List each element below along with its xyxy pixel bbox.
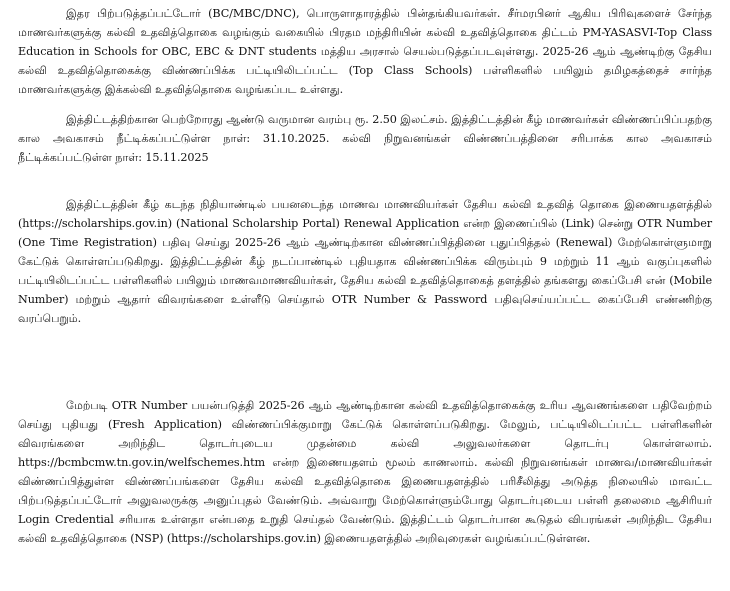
paragraph-scheme-intro: இதர பிற்படுத்தப்பட்டோர் (BC/MBC/DNC), பொருளாதாரத்தில் பின்தங்கியவர்கள். சீர்மரபினர் ஆகிய பிரிவுகளைச் சேர்ந்த மாணவர்களுக்கு கல்வி உதவித்தொகை வழங்கும் வகையில் பிரதம மந்திரியின் கல்வி உதவித்தொகை திட்டம் PM-YASASVI-Top Class Education in Schools for OBC, EBC & DNT students மத்திய அரசால் செயல்படுத்தப்படவுள்ளது. 2025-26 ஆம் ஆண்டிற்கு தேசிய கல்வி உதவித்தொகைக்கு விண்ணப்பிக்க பட்டியிலிடப்பட்ட (Top Class Schools) பள்ளிகளில் பயிலும் தமிழகத்தைச் சார்ந்த மாணவர்களுக்கு இக்கல்வி உதவித்தொகை வழங்கப்பட உள்ளது. — [18, 7, 712, 96]
paragraph-fresh-application: மேற்படி OTR Number பயன்படுத்தி 2025-26 ஆம் ஆண்டிற்கான கல்வி உதவித்தொகைக்கு உரிய ஆவணங்களை பதிவேற்றம் செய்து புதியது (Fresh Application) விண்ணப்பிக்குமாறு கேட்டுக் கொள்ளப்படுகிறது. மேலும், பட்டியிலிடப்பட்ட பள்ளிகளின் விவரங்களை அறிந்திட தொடர்புடைய முதன்மை கல்வி அலுவலர்களை தொடர்பு கொள்ளலாம். https://bcmbcmw.tn.gov.in/welfschemes.htm என்ற இணையதளம் மூலம் காணலாம். கல்வி நிறுவனங்கள் மாணவ/மாணவியர்கள் விண்ணப்பித்துள்ள விண்ணப்பங்களை தேசிய கல்வி உதவித்தொகை இணையதளத்தில் பரிசீலித்து அடுத்த நிலையில் மாவட்ட பிற்படுத்தப்பட்டோர் அலுவலருக்கு அனுப்புதல் வேண்டும். அவ்வாறு மேற்கொள்ளும்போது தொடர்புடைய பள்ளி தலைமை ஆசிரியர் Login Credential சரியாக உள்ளதா என்பதை உறுதி செய்தல் வேண்டும். இத்திட்டம் தொடர்பான கூடுதல் விபரங்கள் அறிந்திட தேசிய கல்வி உதவித்தொகை (NSP) (https://scholarships.gov.in) இணையதளத்தில் அறிவுரைகள் வழங்கப்பட்டுள்ளன. — [18, 399, 712, 545]
paragraph-renewal-application: இத்திட்டத்தின் கீழ் கடந்த நிதியாண்டில் பயனடைந்த மாணவ மாணவியர்கள் தேசிய கல்வி உதவித் தொகை இணையதளத்தில் (https://scholarships.gov.in) (National Scholarship Portal) Renewal Application என்ற இணைப்பில் (Link) சென்று OTR Number (One Time Registration) பதிவு செய்து 2025-26 ஆம் ஆண்டிற்கான விண்ணப்பித்தினை புதுப்பித்தல் (Renewal) மேற்கொள்ளுமாறு கேட்டுக் கொள்ளப்படுகிறது. இத்திட்டத்தின் கீழ் நடப்பாண்டில் புதியதாக விண்ணப்பிக்க விரும்பும் 9 மற்றும் 11 ஆம் வகுப்புகளில் பட்டியிலிடப்பட்ட பள்ளிகளில் பயிலும் மாணவமாணவியர்கள், தேசிய கல்வி உதவித்தொகைத் தளத்தில் தங்களது கைப்பேசி என் (Mobile Number) மற்றும் ஆதார் விவரங்களை உள்ளீடு செய்தால் OTR Number & Password பதிவுசெய்யப்பட்ட கைப்பேசி எண்ணிற்கு வரப்பெறும். — [18, 198, 712, 325]
paragraph-income-limit-dates: இத்திட்டத்திற்கான பெற்றோரது ஆண்டு வருமான வரம்பு ரூ. 2.50 இலட்சம். இத்திட்டத்தின் கீழ் மாணவர்கள் விண்ணப்பிப்பதற்கு கால அவகாசம் நீட்டிக்கப்பட்டுள்ள நாள்: 31.10.2025. கல்வி நிறுவனங்கள் விண்ணப்பத்தினை சரிபாக்க கால அவகாசம் நீட்டிக்கப்பட்டுள்ள நாள்: 15.11.2025 — [18, 113, 712, 164]
